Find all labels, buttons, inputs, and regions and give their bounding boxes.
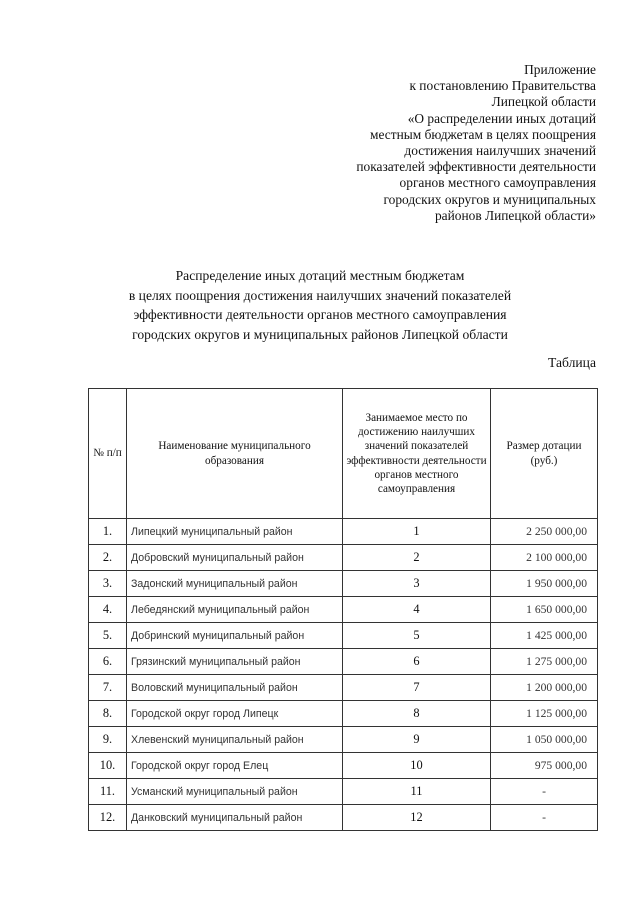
- row-number: 7.: [89, 675, 127, 701]
- appendix-line: к постановлению Правительства: [409, 78, 596, 94]
- subsidy-amount: 2 100 000,00: [491, 545, 598, 571]
- row-number: 4.: [89, 597, 127, 623]
- table-row: [89, 727, 598, 753]
- appendix-line: городских округов и муниципальных: [383, 191, 596, 207]
- row-number: 11.: [89, 779, 127, 805]
- row-number: 10.: [89, 753, 127, 779]
- header-name: Наименование муниципального образования: [127, 389, 343, 519]
- municipality-name: Усманский муниципальный район: [127, 779, 343, 805]
- row-number: 12.: [89, 805, 127, 831]
- municipality-name: Добровский муниципальный район: [127, 545, 343, 571]
- subsidy-amount: 1 125 000,00: [491, 701, 598, 727]
- subsidy-amount: 1 650 000,00: [491, 597, 598, 623]
- table-body: [89, 519, 598, 831]
- subsidy-amount: 1 950 000,00: [491, 571, 598, 597]
- table-row: [89, 597, 598, 623]
- distribution-table: [88, 388, 598, 831]
- municipality-name: Хлевенский муниципальный район: [127, 727, 343, 753]
- row-number: 1.: [89, 519, 127, 545]
- title-line: в целях поощрения достижения наилучших значений показателей: [128, 287, 512, 303]
- table-row: [89, 779, 598, 805]
- municipality-name: Грязинский муниципальный район: [127, 649, 343, 675]
- header-place: Занимаемое место по достижению наилучших значений показателей эффективности деятельности органов местного самоуправления: [343, 389, 491, 519]
- row-number: 8.: [89, 701, 127, 727]
- subsidy-amount: 1 425 000,00: [491, 623, 598, 649]
- municipality-name: Воловский муниципальный район: [127, 675, 343, 701]
- subsidy-amount: 1 275 000,00: [491, 649, 598, 675]
- table-row: [89, 571, 598, 597]
- appendix-line: «О распределении иных дотаций: [407, 110, 596, 126]
- row-number: 5.: [89, 623, 127, 649]
- rank-place: 1: [343, 519, 491, 545]
- row-number: 6.: [89, 649, 127, 675]
- header-num: № п/п: [89, 389, 127, 519]
- table-row: [89, 675, 598, 701]
- row-number: 9.: [89, 727, 127, 753]
- rank-place: 9: [343, 727, 491, 753]
- row-number: 3.: [89, 571, 127, 597]
- appendix-line: местным бюджетам в целях поощрения: [370, 126, 596, 142]
- appendix-line: районов Липецкой области»: [434, 207, 596, 223]
- rank-place: 6: [343, 649, 491, 675]
- table-row: [89, 701, 598, 727]
- subsidy-amount: 1 050 000,00: [491, 727, 598, 753]
- table-header-row: [89, 389, 598, 519]
- rank-place: 7: [343, 675, 491, 701]
- table-row: [89, 623, 598, 649]
- table-row: [89, 545, 598, 571]
- table-label: Таблица: [548, 355, 596, 370]
- appendix-line: органов местного самоуправления: [399, 175, 596, 191]
- municipality-name: Лебедянский муниципальный район: [127, 597, 343, 623]
- row-number: 2.: [89, 545, 127, 571]
- subsidy-amount: 2 250 000,00: [491, 519, 598, 545]
- appendix-line: достижения наилучших значений: [404, 143, 596, 159]
- title-line: эффективности деятельности органов местного самоуправления: [133, 307, 507, 323]
- rank-place: 2: [343, 545, 491, 571]
- title-line: Распределение иных дотаций местным бюджетам: [175, 268, 465, 283]
- rank-place: 4: [343, 597, 491, 623]
- municipality-name: Задонский муниципальный район: [127, 571, 343, 597]
- rank-place: 10: [343, 753, 491, 779]
- title-line: городских округов и муниципальных районов Липецкой области: [132, 326, 508, 342]
- table-row: [89, 519, 598, 545]
- subsidy-amount: -: [491, 805, 598, 831]
- appendix-line: Приложение: [524, 62, 596, 77]
- municipality-name: Добринский муниципальный район: [127, 623, 343, 649]
- header-amount: Размер дотации (руб.): [491, 389, 598, 519]
- municipality-name: Липецкий муниципальный район: [127, 519, 343, 545]
- rank-place: 5: [343, 623, 491, 649]
- rank-place: 8: [343, 701, 491, 727]
- subsidy-amount: 975 000,00: [491, 753, 598, 779]
- appendix-line: показателей эффективности деятельности: [356, 159, 596, 175]
- table-row: [89, 805, 598, 831]
- appendix-header: [276, 62, 596, 224]
- table-row: [89, 753, 598, 779]
- table-row: [89, 649, 598, 675]
- rank-place: 3: [343, 571, 491, 597]
- municipality-name: Городской округ город Елец: [127, 753, 343, 779]
- appendix-line: Липецкой области: [491, 94, 596, 110]
- municipality-name: Городской округ город Липецк: [127, 701, 343, 727]
- subsidy-amount: -: [491, 779, 598, 805]
- rank-place: 12: [343, 805, 491, 831]
- subsidy-amount: 1 200 000,00: [491, 675, 598, 701]
- document-title: [90, 266, 550, 344]
- rank-place: 11: [343, 779, 491, 805]
- municipality-name: Данковский муниципальный район: [127, 805, 343, 831]
